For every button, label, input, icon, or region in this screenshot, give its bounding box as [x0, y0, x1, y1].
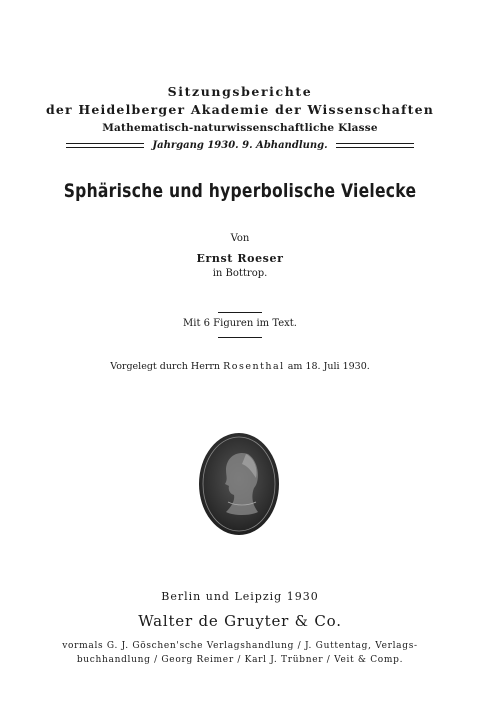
- by-label: Von: [230, 233, 250, 244]
- volume-line: [66, 138, 414, 152]
- publisher-history-line1: vormals G. J. Göschen'sche Verlagshandlung / J. Guttentag, Verlags-: [62, 641, 418, 651]
- place-and-year: Berlin und Leipzig 1930: [161, 590, 319, 603]
- publisher-name: Walter de Gruyter & Co.: [138, 612, 342, 630]
- short-rule-bottom: [218, 337, 262, 338]
- author-name: Ernst Roeser: [196, 252, 284, 265]
- submission-name: Rosenthal: [223, 361, 285, 372]
- portrait-medallion-icon: [198, 432, 280, 536]
- figures-note: Mit 6 Figuren im Text.: [183, 318, 297, 329]
- double-rule-left: [66, 143, 144, 148]
- short-rule-top: [218, 312, 262, 313]
- class-name: Mathematisch-naturwissenschaftliche Klasse: [102, 122, 378, 134]
- paper-title: Sphärische und hyperbolische Vielecke: [63, 180, 417, 202]
- submission-suffix: am 18. Juli 1930.: [287, 361, 370, 372]
- submission-note: [0, 361, 480, 372]
- series-title-line2: der Heidelberger Akademie der Wissenschaften: [45, 102, 435, 117]
- publisher-history-line2: buchhandlung / Georg Reimer / Karl J. Trübner / Veit & Comp.: [76, 655, 404, 665]
- volume-info: Jahrgang 1930. 9. Abhandlung.: [152, 139, 328, 151]
- double-rule-right: [336, 143, 414, 148]
- series-title-line1: Sitzungsberichte: [167, 84, 313, 99]
- submission-prefix: Vorgelegt durch Herrn: [110, 361, 221, 372]
- author-location: in Bottrop.: [212, 268, 268, 279]
